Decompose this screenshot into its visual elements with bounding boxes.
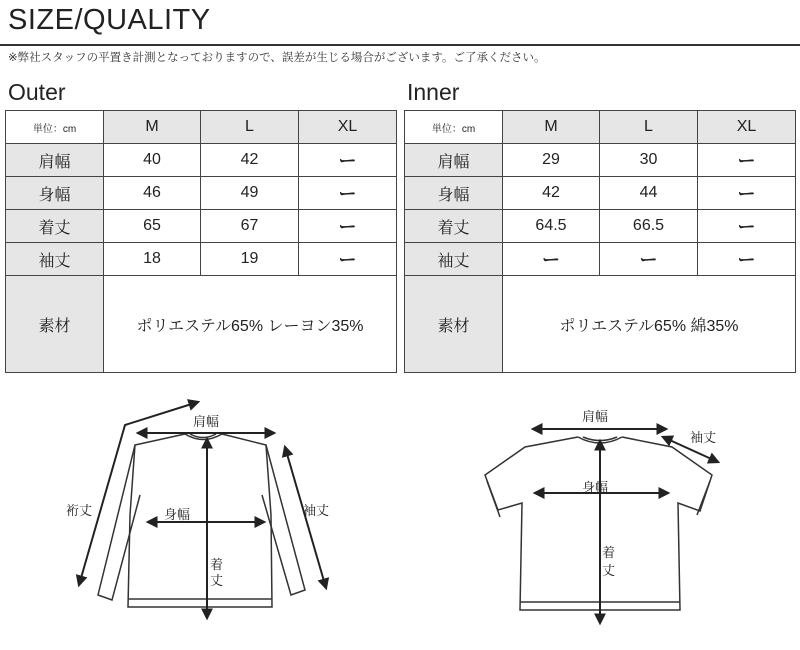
size-l-header: L	[600, 111, 698, 144]
table-row	[6, 177, 397, 210]
outer-yuki-arrow	[79, 402, 198, 585]
row-label: 肩幅	[6, 144, 104, 177]
inner-body-width-label: 身幅	[582, 481, 609, 496]
table-row	[405, 243, 796, 276]
outer-yuki-label: 裄丈	[66, 504, 93, 519]
size-m-header: M	[104, 111, 201, 144]
table-cell: ー	[698, 177, 796, 210]
row-label: 袖丈	[405, 243, 503, 276]
inner-length-label-bottom: 丈	[602, 564, 616, 579]
row-label: 身幅	[405, 177, 503, 210]
inner-measure-arrows	[533, 429, 718, 623]
size-m-header: M	[503, 111, 600, 144]
table-header-row	[405, 111, 796, 144]
table-cell: ー	[299, 210, 397, 243]
size-l-header: L	[201, 111, 299, 144]
size-xl-header: XL	[698, 111, 796, 144]
table-cell: 46	[104, 177, 201, 210]
table-row	[6, 210, 397, 243]
table-cell: ー	[600, 243, 698, 276]
outer-body-width-label: 身幅	[164, 508, 191, 523]
material-row	[405, 276, 796, 373]
table-row	[6, 243, 397, 276]
table-cell: ー	[698, 144, 796, 177]
material-value: ポリエステル65% レーヨン35%	[104, 276, 397, 373]
table-cell: 29	[503, 144, 600, 177]
table-cell: ー	[503, 243, 600, 276]
material-row	[6, 276, 397, 373]
table-cell: 19	[201, 243, 299, 276]
inner-length-label-top: 着	[602, 546, 616, 561]
measurement-note: ※弊社スタッフの平置き計測となっておりますので、誤差が生じる場合がございます。ご了承ください。	[8, 50, 546, 64]
table-cell: ー	[299, 144, 397, 177]
table-row	[405, 210, 796, 243]
table-cell: 49	[201, 177, 299, 210]
outer-right-sleeve	[262, 445, 305, 595]
row-label: 着丈	[405, 210, 503, 243]
material-value: ポリエステル65% 綿35%	[503, 276, 796, 373]
unit-cell: 単位：cm	[6, 111, 104, 144]
inner-left-sleeve-hem	[487, 481, 500, 517]
outer-section-label: Outer	[8, 79, 66, 105]
inner-section-label: Inner	[407, 79, 460, 105]
inner-right-sleeve-hem	[697, 481, 710, 515]
outer-size-table	[5, 110, 397, 373]
table-cell: 66.5	[600, 210, 698, 243]
outer-garment-illustration	[98, 434, 305, 607]
outer-collar	[185, 434, 222, 440]
inner-size-table	[404, 110, 796, 373]
outer-body-outline	[128, 434, 272, 607]
title-divider	[0, 44, 800, 46]
inner-body-outline	[485, 437, 712, 610]
outer-length-label-bottom: 丈	[210, 574, 224, 589]
row-label: 袖丈	[6, 243, 104, 276]
table-cell: ー	[698, 243, 796, 276]
size-xl-header: XL	[299, 111, 397, 144]
material-label: 素材	[6, 276, 104, 373]
table-cell: 42	[201, 144, 299, 177]
outer-shoulder-label: 肩幅	[193, 415, 220, 430]
table-cell: 18	[104, 243, 201, 276]
table-cell: 67	[201, 210, 299, 243]
table-cell: 64.5	[503, 210, 600, 243]
unit-cell: 単位：cm	[405, 111, 503, 144]
table-cell: 42	[503, 177, 600, 210]
outer-sleeve-label: 袖丈	[303, 504, 330, 519]
table-cell: 30	[600, 144, 698, 177]
table-cell: 44	[600, 177, 698, 210]
table-header-row	[6, 111, 397, 144]
table-row	[6, 144, 397, 177]
table-cell: ー	[698, 210, 796, 243]
table-cell: ー	[299, 243, 397, 276]
table-cell: ー	[299, 177, 397, 210]
outer-length-label-top: 着	[210, 558, 224, 573]
inner-sleeve-label: 袖丈	[690, 431, 717, 446]
row-label: 着丈	[6, 210, 104, 243]
material-label: 素材	[405, 276, 503, 373]
inner-garment-illustration	[485, 437, 712, 610]
page-title: SIZE/QUALITY	[8, 4, 211, 36]
table-row	[405, 144, 796, 177]
measurement-diagrams	[0, 385, 800, 650]
inner-shoulder-label: 肩幅	[582, 410, 609, 425]
row-label: 身幅	[6, 177, 104, 210]
row-label: 肩幅	[405, 144, 503, 177]
table-cell: 65	[104, 210, 201, 243]
table-cell: 40	[104, 144, 201, 177]
table-row	[405, 177, 796, 210]
